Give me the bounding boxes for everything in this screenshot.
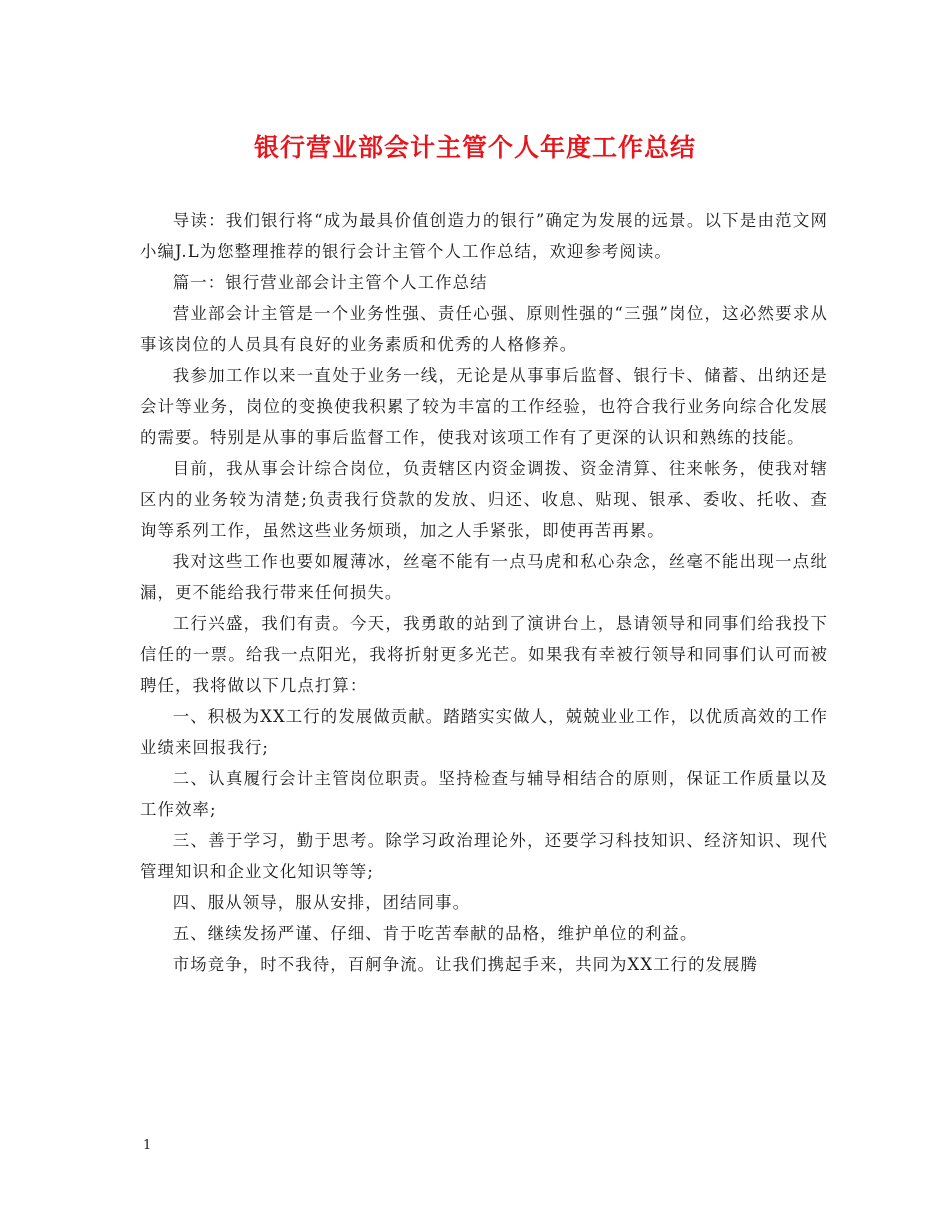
list-item: 五、继续发扬严谨、仔细、肯于吃苦奉献的品格，维护单位的利益。 [172, 924, 698, 943]
paragraph-intro: 导读：我们银行将“成为最具价值创造力的银行”确定为发展的远景。以下是由范文网小编J.L为您整理推荐的银行会计主管个人工作总结，欢迎参考阅读。 [140, 211, 828, 261]
list-item: 二、认真履行会计主管岗位职责。坚持检查与辅导相结合的原则，保证工作质量以及工作效率; [140, 769, 828, 819]
paragraph-section-heading: 篇一：银行营业部会计主管个人工作总结 [172, 273, 488, 292]
paragraph: 目前，我从事会计综合岗位，负责辖区内资金调拨、资金清算、往来帐务，使我对辖区内的业务较为清楚;负责我行贷款的发放、归还、收息、贴现、银承、委收、托收、查询等系列工作，虽然这些业务烦琐，加之人手紧张，即使再苦再累。 [140, 459, 828, 540]
page-number: 1 [143, 1138, 152, 1153]
document-body [140, 205, 828, 980]
list-item: 三、善于学习，勤于思考。除学习政治理论外，还要学习科技知识、经济知识、现代管理知识和企业文化知识等等; [140, 831, 828, 881]
list-item: 四、服从领导，服从安排，团结同事。 [172, 893, 471, 912]
document-title: 银行营业部会计主管个人年度工作总结 [253, 133, 696, 162]
paragraph: 营业部会计主管是一个业务性强、责任心强、原则性强的“三强”岗位，这必然要求从事该岗位的人员具有良好的业务素质和优秀的人格修养。 [140, 304, 828, 354]
paragraph-closing: 市场竞争，时不我待，百舸争流。让我们携起手来，共同为XX工行的发展腾 [172, 955, 759, 974]
list-item: 一、积极为XX工行的发展做贡献。踏踏实实做人，兢兢业业工作，以优质高效的工作业绩来回报我行; [140, 707, 828, 757]
paragraph: 工行兴盛，我们有责。今天，我勇敢的站到了演讲台上，恳请领导和同事们给我投下信任的一票。给我一点阳光，我将折射更多光芒。如果我有幸被行领导和同事们认可而被聘任，我将做以下几点打算： [140, 614, 828, 695]
paragraph: 我参加工作以来一直处于业务一线，无论是从事事后监督、银行卡、储蓄、出纳还是会计等业务，岗位的变换使我积累了较为丰富的工作经验，也符合我行业务向综合化发展的需要。特别是从事的事后监督工作，使我对该项工作有了更深的认识和熟练的技能。 [140, 366, 828, 447]
paragraph: 我对这些工作也要如履薄冰，丝毫不能有一点马虎和私心杂念，丝毫不能出现一点纰漏，更不能给我行带来任何损失。 [140, 552, 828, 602]
